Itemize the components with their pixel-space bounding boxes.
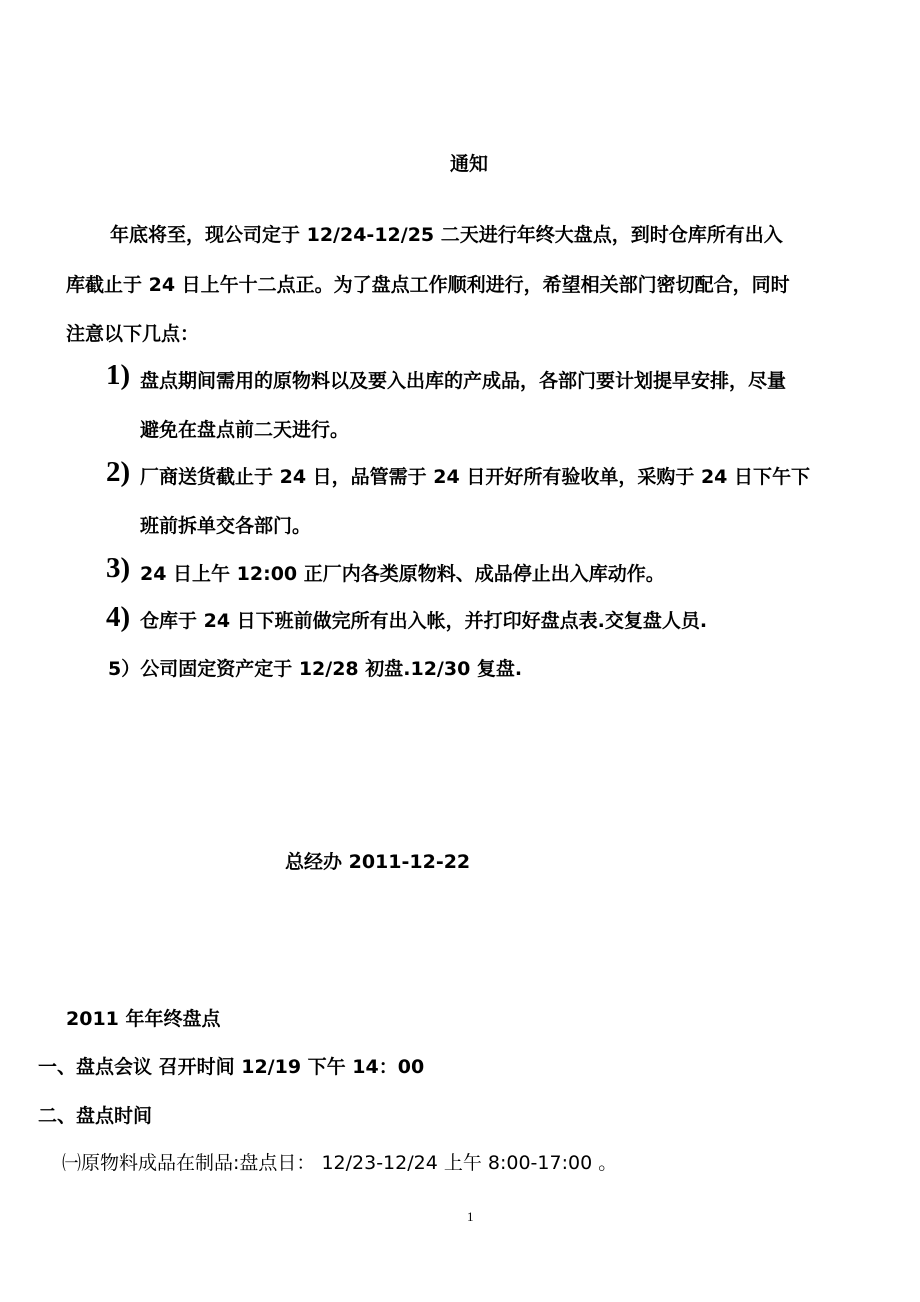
- item-number-1: 1): [106, 359, 131, 391]
- intro-line-2: 库截止于 24 日上午十二点正。为了盘点工作顺利进行，希望相关部门密切配合，同时: [66, 274, 790, 296]
- item-5-line: 5）公司固定资产定于 12/28 初盘.12/30 复盘.: [108, 658, 523, 680]
- time-heading: 二、盘点时间: [38, 1105, 153, 1127]
- page-number: 1: [467, 1209, 474, 1224]
- item-1-line-2: 避免在盘点前二天进行。: [140, 419, 350, 441]
- item-2-line-2: 班前拆单交各部门。: [140, 515, 312, 537]
- intro-line-3: 注意以下几点：: [66, 323, 200, 345]
- notice-signature: 总经办 2011-12-22: [285, 851, 471, 873]
- item-number-4: 4): [106, 601, 131, 633]
- section-title: 2011 年年终盘点: [66, 1008, 221, 1030]
- item-2-line-1: 厂商送货截止于 24 日，品管需于 24 日开好所有验收单，采购于 24 日下午下: [140, 466, 811, 488]
- item-number-3: 3): [106, 552, 131, 584]
- item-3-line-1: 24 日上午 12:00 正厂内各类原物料、成品停止出入库动作。: [140, 563, 665, 585]
- meeting-line: 一、盘点会议 召开时间 12/19 下午 14：00: [38, 1056, 425, 1078]
- time-item: ㈠原物料成品在制品:盘点日： 12/23-12/24 上午 8:00-17:00 。: [62, 1152, 618, 1174]
- item-4-line-1: 仓库于 24 日下班前做完所有出入帐，并打印好盘点表.交复盘人员.: [140, 610, 708, 632]
- intro-line-1: 年底将至，现公司定于 12/24-12/25 二天进行年终大盘点，到时仓库所有出入: [110, 224, 783, 246]
- item-number-2: 2): [106, 456, 131, 488]
- notice-title: 通知: [450, 153, 489, 175]
- item-1-line-1: 盘点期间需用的原物料以及要入出库的产成品，各部门要计划提早安排，尽量: [140, 370, 787, 392]
